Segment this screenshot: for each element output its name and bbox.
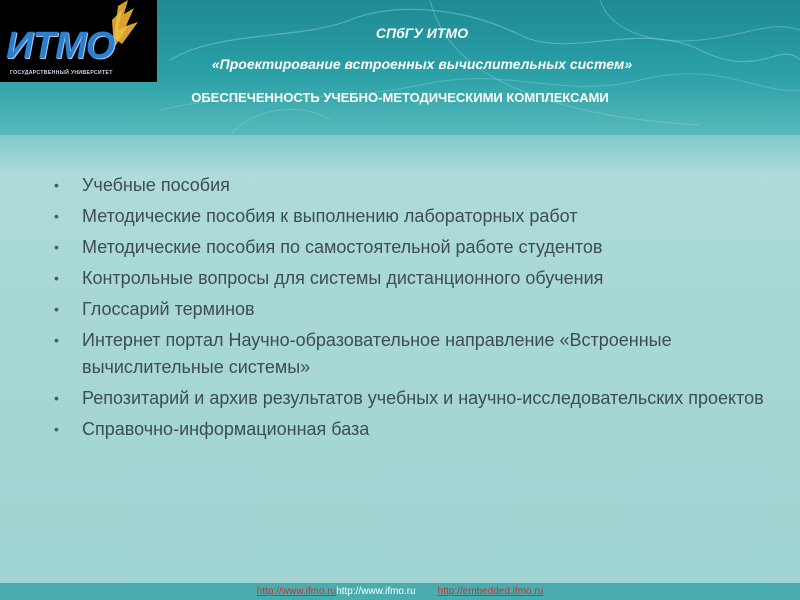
bullet-icon: •	[54, 208, 59, 224]
bullet-list	[54, 172, 774, 447]
list-item: • Методические пособия к выполнению лабораторных работ	[54, 203, 774, 230]
footer-link-ifmo[interactable]: http://www.ifmo.ru	[256, 586, 337, 597]
bullet-icon: •	[54, 177, 59, 193]
header-fade	[0, 135, 800, 175]
bullet-icon: •	[54, 421, 59, 437]
list-item: • Репозитарий и архив результатов учебных и научно-исследовательских проектов	[54, 385, 774, 412]
bullet-icon: •	[54, 332, 59, 348]
bullet-icon: •	[54, 239, 59, 255]
list-item: • Контрольные вопросы для системы дистанционного обучения	[54, 265, 774, 292]
bullet-icon: •	[54, 390, 59, 406]
logo-subtext: ГОСУДАРСТВЕННЫЙ УНИВЕРСИТЕТ	[10, 70, 113, 76]
header-band	[0, 0, 800, 135]
logo-text: ИТМО	[6, 25, 115, 67]
list-item: • Глоссарий терминов	[54, 296, 774, 323]
list-item: • Справочно-информационная база	[54, 416, 774, 443]
header-university: СПбГУ ИТМО	[375, 25, 469, 41]
footer-link-embedded[interactable]: http://embedded.ifmo.ru	[437, 586, 544, 597]
list-item: • Интернет портал Научно-образовательное направление «Встроенные вычислительные системы»	[54, 327, 774, 381]
list-item: • Учебные пособия	[54, 172, 774, 199]
list-item: • Методические пособия по самостоятельной работе студентов	[54, 234, 774, 261]
footer-bar	[0, 583, 800, 600]
footer-url-text: http://www.ifmo.ru	[336, 586, 416, 597]
bullet-icon: •	[54, 301, 59, 317]
bullet-icon: •	[54, 270, 59, 286]
header-program: «Проектирование встроенных вычислительных систем»	[211, 56, 633, 72]
page-title: ОБЕСПЕЧЕННОСТЬ УЧЕБНО-МЕТОДИЧЕСКИМИ КОМПЛЕКСАМИ	[191, 90, 609, 105]
